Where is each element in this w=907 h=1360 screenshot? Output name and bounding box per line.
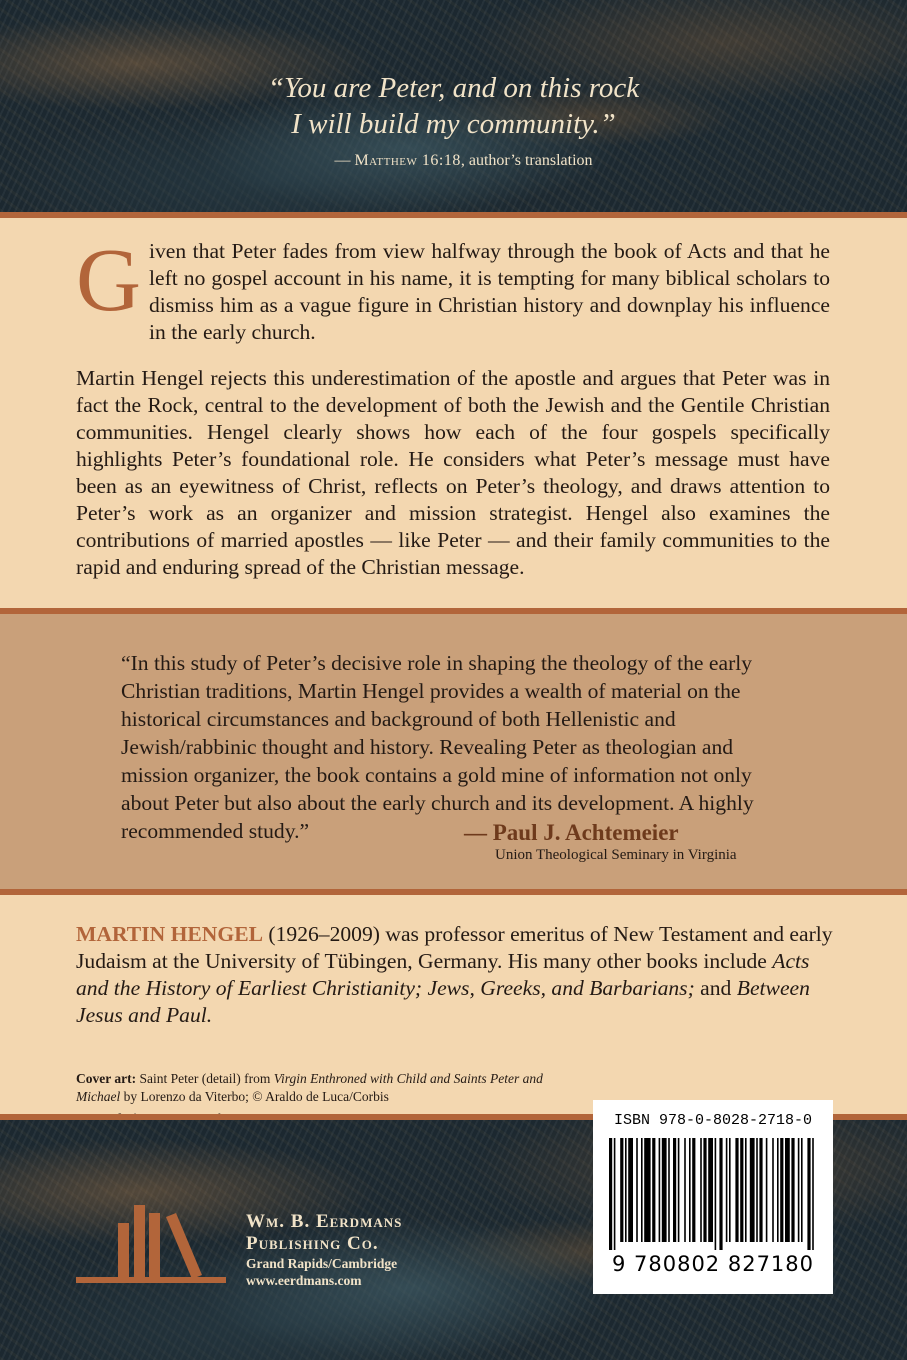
barcode-bar [636,1138,638,1242]
barcode-bar [735,1138,738,1242]
barcode-bar [668,1138,670,1242]
drop-cap: G [76,231,141,330]
barcode-bar [662,1138,667,1242]
citation-dash: — [334,152,355,169]
barcode-bar [692,1138,695,1242]
review-band [0,614,907,889]
cover-art-credit [76,1070,546,1106]
barcode-bar [729,1138,731,1242]
barcode-bar [628,1138,633,1242]
barcode-bar [703,1138,706,1242]
epigraph [0,70,907,170]
barcode-bar [684,1138,686,1242]
epigraph-line-1: “You are Peter, and on this rock [267,72,640,104]
publisher-location: Grand Rapids/Cambridge [246,1256,398,1271]
bio-book-1: Acts and the History of Earliest Christianity; Jews, Greeks, and Barbarians; [76,949,810,1000]
epigraph-citation [0,152,907,170]
epigraph-line-2: I will build my community.” [291,108,616,140]
cover-art-text-1: Saint Peter (detail) from [136,1071,274,1086]
publisher-name-line-1: Wm. B. Eerdmans [246,1211,403,1232]
barcode-bar [745,1138,747,1242]
barcode-bar [614,1138,616,1250]
barcode-bar [609,1138,612,1250]
publisher-info [246,1211,402,1289]
publisher-website: www.eerdmans.com [246,1273,362,1288]
barcode-bar [772,1138,774,1242]
barcode-bar [715,1138,717,1250]
barcode-bar [620,1138,623,1242]
barcode-bar [644,1138,650,1242]
barcode-bar [756,1138,758,1242]
barcode-bar [759,1138,762,1242]
review-bottom-divider [0,889,907,895]
citation-note: , author’s translation [460,152,593,169]
barcode-bar [766,1138,768,1242]
bio-text-1: (1926–2009) was professor emeritus of New Testament and early Judaism at the University of Tübingen, Germany. His many other books include [76,922,833,973]
barcode-bar [673,1138,676,1242]
barcode-bar [750,1138,755,1242]
barcode-bar [659,1138,661,1242]
description-paragraph-1 [76,231,830,346]
barcode-bar [641,1138,643,1242]
review-author: — Paul J. Achtemeier [464,820,679,845]
barcode-box [593,1100,833,1294]
barcode-bar [785,1138,790,1242]
barcode-bar [740,1138,743,1242]
barcode-bar [689,1138,691,1242]
bio-text-2: and [694,976,737,1000]
publisher-logo-icon [76,1195,226,1285]
book-description [76,231,830,581]
publisher-name-line-2: Publishing Co. [246,1233,379,1254]
description-paragraph-1-text: iven that Peter fades from view halfway through the book of Acts and that he left no gospel account in his name, it is tempting for many biblical scholars to dismiss him as a vague figure in Christian history and downplay his influence in the early church. [149,239,830,344]
barcode-bar [812,1138,814,1250]
author-name: MARTIN HENGEL [76,922,264,946]
barcode-bar [625,1138,627,1242]
isbn-label: ISBN 978-0-8028-2718-0 [613,1112,813,1129]
barcode-bar [652,1138,655,1242]
barcode-bar [807,1138,810,1250]
top-divider [0,212,907,218]
barcode-bar [777,1138,779,1242]
barcode-bar [780,1138,783,1242]
bio-book-2: Between Jesus and Paul. [76,976,810,1027]
review-quote: “In this study of Peter’s decisive role in shaping the theology of the early Christian traditions, Martin Hengel provides a wealth of material on the historical circumstances and background of both Hellenistic and Jewish/rabbinic thought and history. Revealing Peter as theologian and mission organizer, the book contains a gold mine of information not only about Peter but also about the early church and its development. A highly recommended study.” [121,651,754,843]
barcode-bar [708,1138,713,1242]
description-paragraph-2: Martin Hengel rejects this underestimation of the apostle and argues that Peter was in fact the Rock, central to the development of both the Jewish and the Gentile Christian communities. Hengel clearly shows how each of the four gospels specifically highlights Peter’s foundational role. He considers what Peter’s message must have been as an eyewitness of Christ, reflects on Peter’s theology, and draws attention to Peter’s work as an organizer and mission strategist. Hengel also examines the contributions of married apostles — like Peter — and their family communities to the rapid and enduring spread of the Christian message. [76,366,830,579]
cover-art-title: Virgin Enthroned with Child and Saints Peter and Michael [76,1071,543,1104]
barcode-bar [791,1138,794,1242]
cover-art-text-2: by Lorenzo da Viterbo; © Araldo de Luca/Corbis [120,1089,389,1104]
author-bio [76,921,836,1029]
barcode-icon [609,1138,817,1250]
citation-reference: Matthew 16:18 [354,152,461,169]
barcode-bar [801,1138,803,1242]
cover-art-label: Cover art: [76,1071,137,1086]
review-affiliation: Union Theological Seminary in Virginia [495,847,737,863]
barcode-number: 9 780802 827180 [611,1252,815,1276]
barcode-bar [726,1138,728,1242]
barcode-bar [700,1138,702,1242]
barcode-bar [798,1138,800,1242]
barcode-bar [678,1138,680,1242]
barcode-bar [719,1138,722,1250]
